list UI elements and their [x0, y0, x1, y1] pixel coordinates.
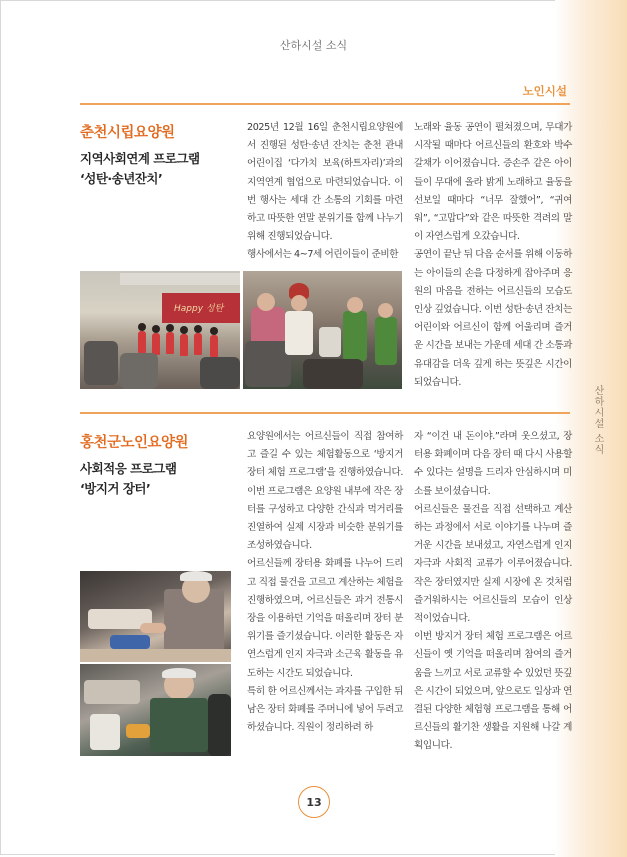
article-2-program: 사회적응 프로그램 ‘방지거 장터’ — [80, 461, 177, 496]
article-1-org: 춘천시립요양원 — [80, 125, 175, 141]
photo-market-purchase — [80, 571, 231, 662]
article-1-col2: 노래와 율동 공연이 펼쳐졌으며, 무대가 시작될 때마다 어르신들의 환호와 박수갈채가 이어졌습니다. 증손주 같은 아이들이 무대에 올라 밝게 노래하고 율동을 선보일 때마다 “너무 잘했어”, “귀여워”, “고맙다”와 같은 따뜻한 격려의 말이 자연스럽게 오갔습니다. 공연이 끝난 뒤 다음 순서를 위해 이동하는 아이들의 손을 다정하게 잡아주며 응원의 마음을 전하는 어르신들의 모습도 인상 깊었습니다. 이번 성탄·송년 잔치는 어린이와 어르신이 함께 어울리며 즐거운 시간을 보내는 가운데 세대 간 소통과 유대감을 더욱 깊게 하는 뜻깊은 시간이 되었습니다. — [414, 122, 572, 388]
article-1-program: 지역사회연계 프로그램 ‘성탄·송년잔치’ — [80, 151, 200, 186]
article-2-col1: 요양원에서는 어르신들이 직접 참여하고 즐길 수 있는 체험활동으로 ‘방지거 장터 체험 프로그램’을 진행하였습니다. 이번 프로그램은 요양원 내부에 작은 장터를 구성하고 다양한 간식과 먹거리를 진열하여 실제 시장과 비슷한 분위기를 조성하였습니다. 어르신들께 장터용 화폐를 나누어 드리고 직접 물건을 고르고 계산하는 체험을 진행하였으며, 어르신들은 과거 전통시장을 이용하던 기억을 떠올리며 장터 분위기를 즐기셨습니다. 이러한 활동은 자연스럽게 인지 자극과 소근육 활동을 유도하는 시간도 되었습니다. 특히 한 어르신께서는 과자를 구입한 뒤 남은 장터 화폐를 주머니에 넣어 두려고 하셨습니다. 직원이 정리하려 하 — [247, 431, 403, 734]
top-divider — [80, 103, 570, 105]
article-2-org: 홍천군노인요양원 — [80, 435, 189, 451]
section-tag: 노인시설 — [522, 84, 567, 98]
page-header-title: 산하시설 소식 — [279, 39, 348, 52]
page-number: 13 — [298, 786, 330, 818]
side-label: 산하시설 소식 — [592, 385, 603, 456]
article-2-col2: 자 “이건 내 돈이야.”라며 웃으셨고, 장터용 화폐이며 다음 장터 때 다시 사용할 수 있다는 설명을 드리자 안심하시며 미소를 보이셨습니다. 어르신들은 물건을 직접 선택하고 계산하는 과정에서 서로 이야기를 나누며 즐거운 시간을 보내셨고, 자연스럽게 인지 자극과 사회적 교류가 이루어졌습니다. 작은 장터였지만 실제 시장에 온 것처럼 즐거워하시는 어르신들의 모습이 인상적이었습니다. 이번 방지거 장터 체험 프로그램은 어르신들이 옛 기억을 떠올리며 참여의 즐거움을 느끼고 서로 교류할 수 있었던 뜻깊은 시간이 되었으며, 앞으로도 일상과 연결된 다양한 체험형 프로그램을 통해 어르신들의 활기찬 생활을 지원해 나갈 계획입니다. — [414, 431, 572, 752]
mid-divider — [80, 412, 570, 414]
photo-elder-with-snack — [80, 664, 231, 756]
photo-christmas-stage — [80, 271, 240, 389]
photo-children-greeting-elders — [243, 271, 402, 389]
photo-sign-text: Happy 성탄 — [174, 304, 224, 314]
article-1-col1: 2025년 12월 16일 춘천시립요양원에서 진행된 성탄·송년 잔치는 춘천 관내 어린이집 ‘다가치 보육(하트자리)’과의 지역연계 협업으로 마련되었습니다. 이번 행사는 세대 간 소통의 기회를 마련하고 따뜻한 연말 분위기를 함께 나누기 위해 진행되었습니다. 행사에서는 4~7세 어린이들이 준비한 — [247, 122, 403, 261]
